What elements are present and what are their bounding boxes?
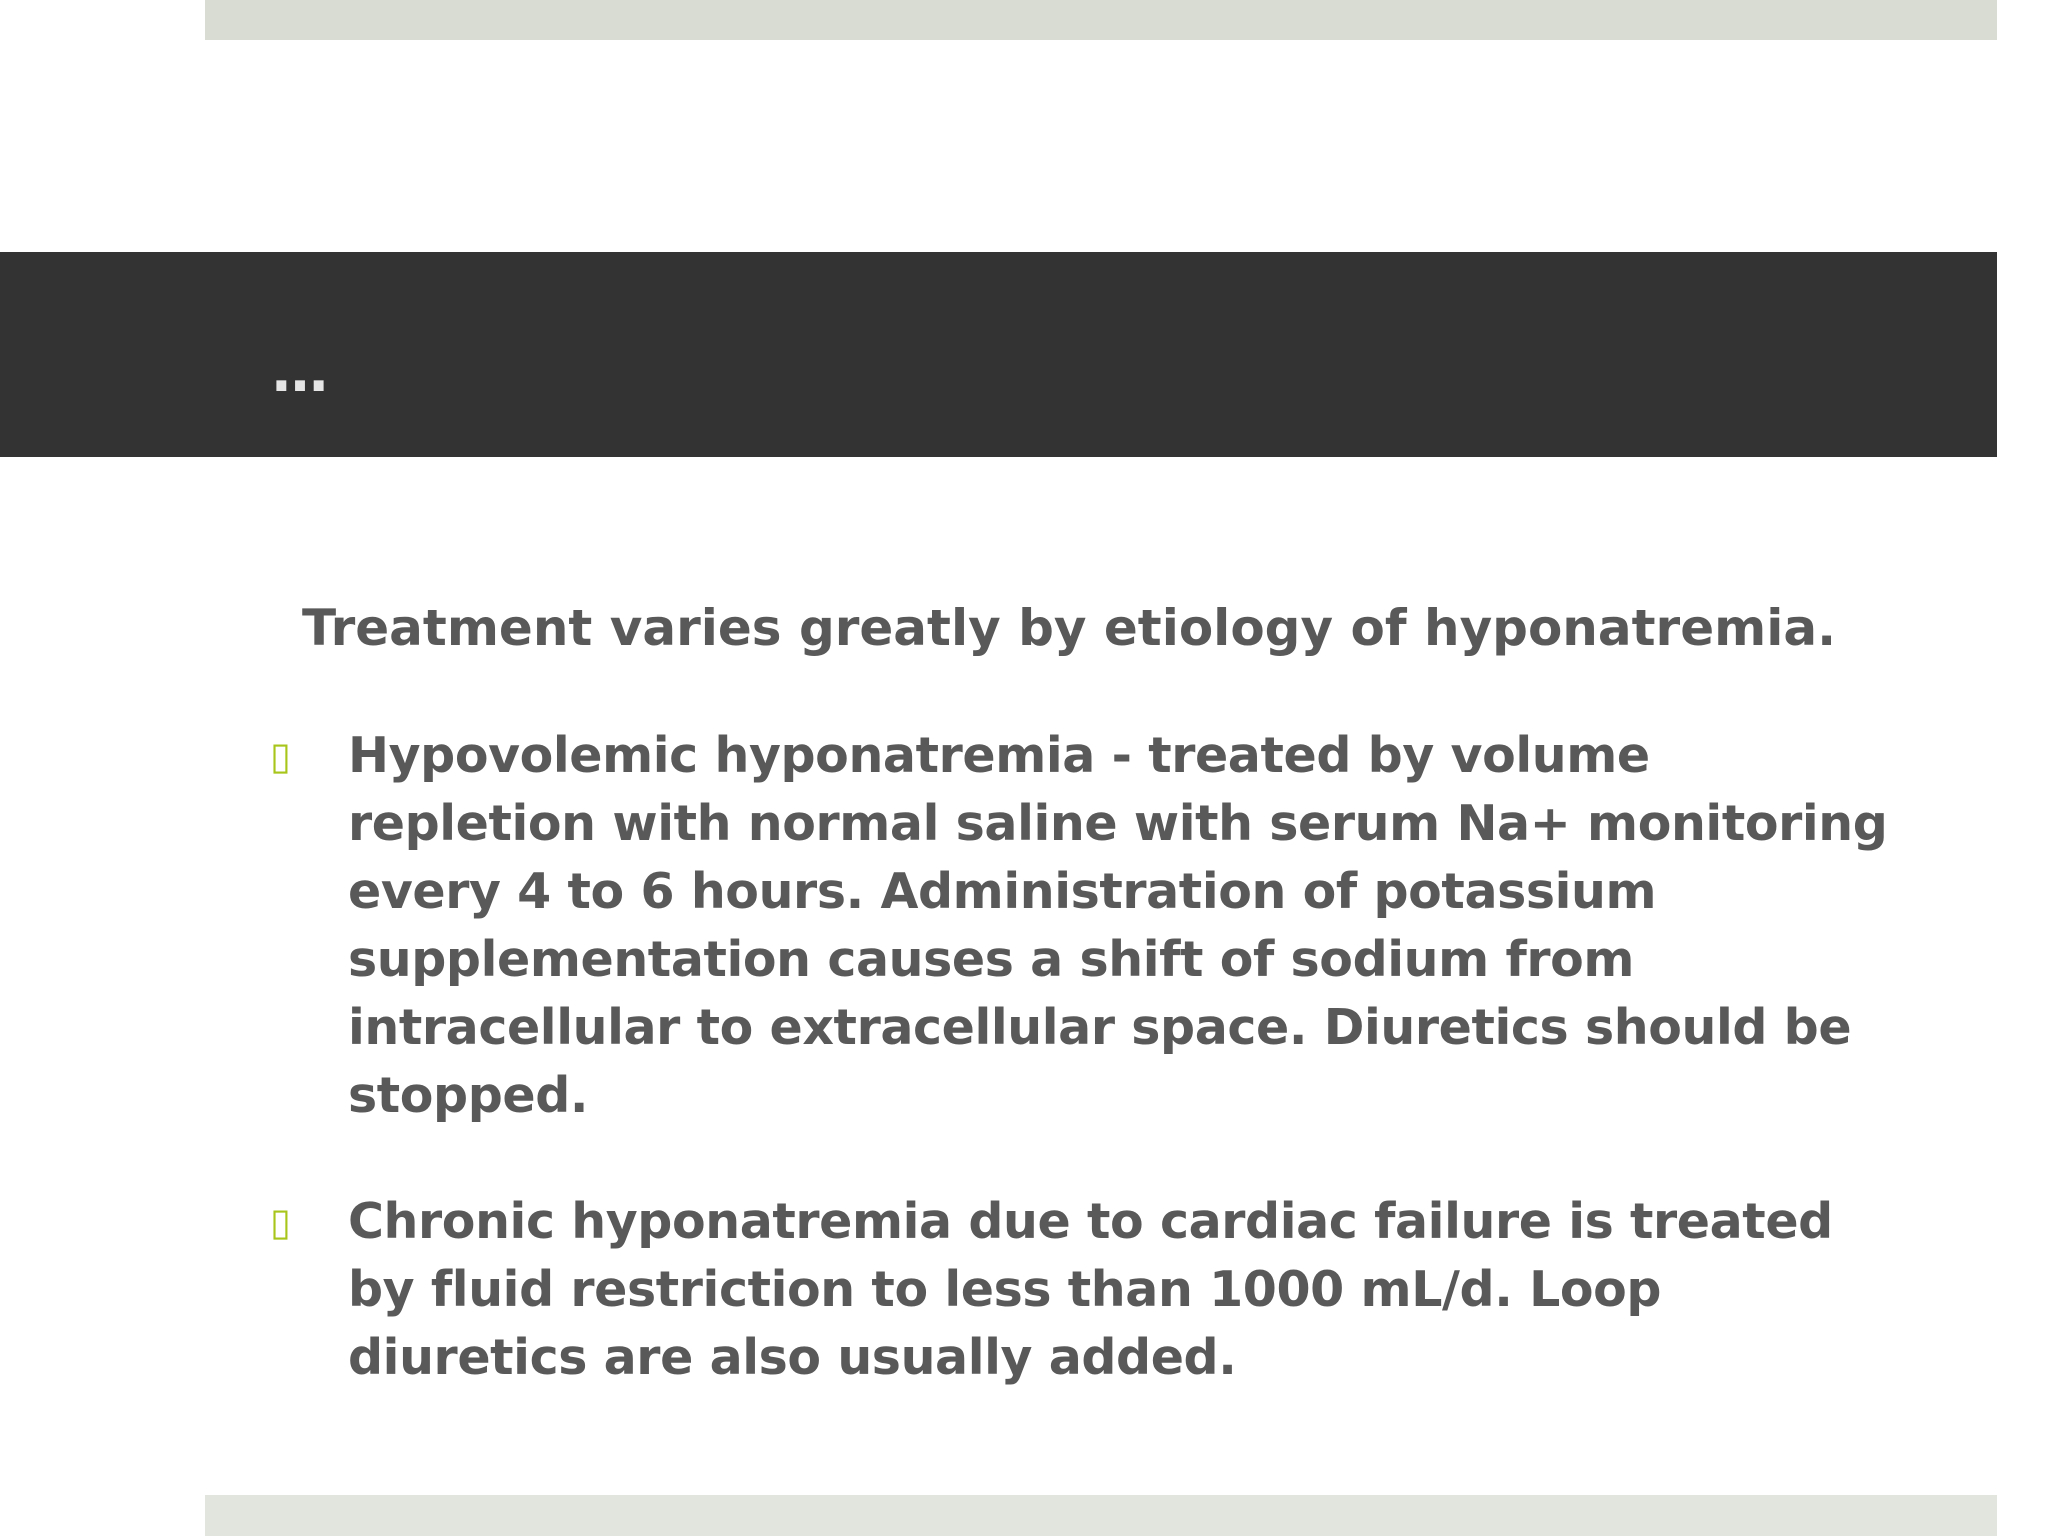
bullet-marker-icon: ▯ — [270, 1200, 291, 1244]
bottom-accent-band — [205, 1495, 1997, 1536]
bullet-item-hypovolemic — [270, 722, 1910, 1130]
slide-title: … — [272, 340, 334, 405]
bullet-text-chronic: Chronic hyponatremia due to cardiac failure is treated by fluid restriction to less than 1000 mL/d. Loop diuretics are also usually added. — [348, 1193, 1833, 1386]
bullet-item-chronic — [270, 1188, 1910, 1392]
top-accent-band — [205, 0, 1997, 40]
bullet-list — [270, 722, 1910, 1450]
intro-text: Treatment varies greatly by etiology of hyponatremia. — [302, 599, 1837, 657]
bullet-text-hypovolemic: Hypovolemic hyponatremia - treated by volume repletion with normal saline with serum Na+ monitoring every 4 to 6 hours. Administration of potassium supplementation causes a shift of sodium from intracellular to extracellular space. Diuretics should be stopped. — [348, 727, 1888, 1124]
bullet-marker-icon: ▯ — [270, 734, 291, 778]
